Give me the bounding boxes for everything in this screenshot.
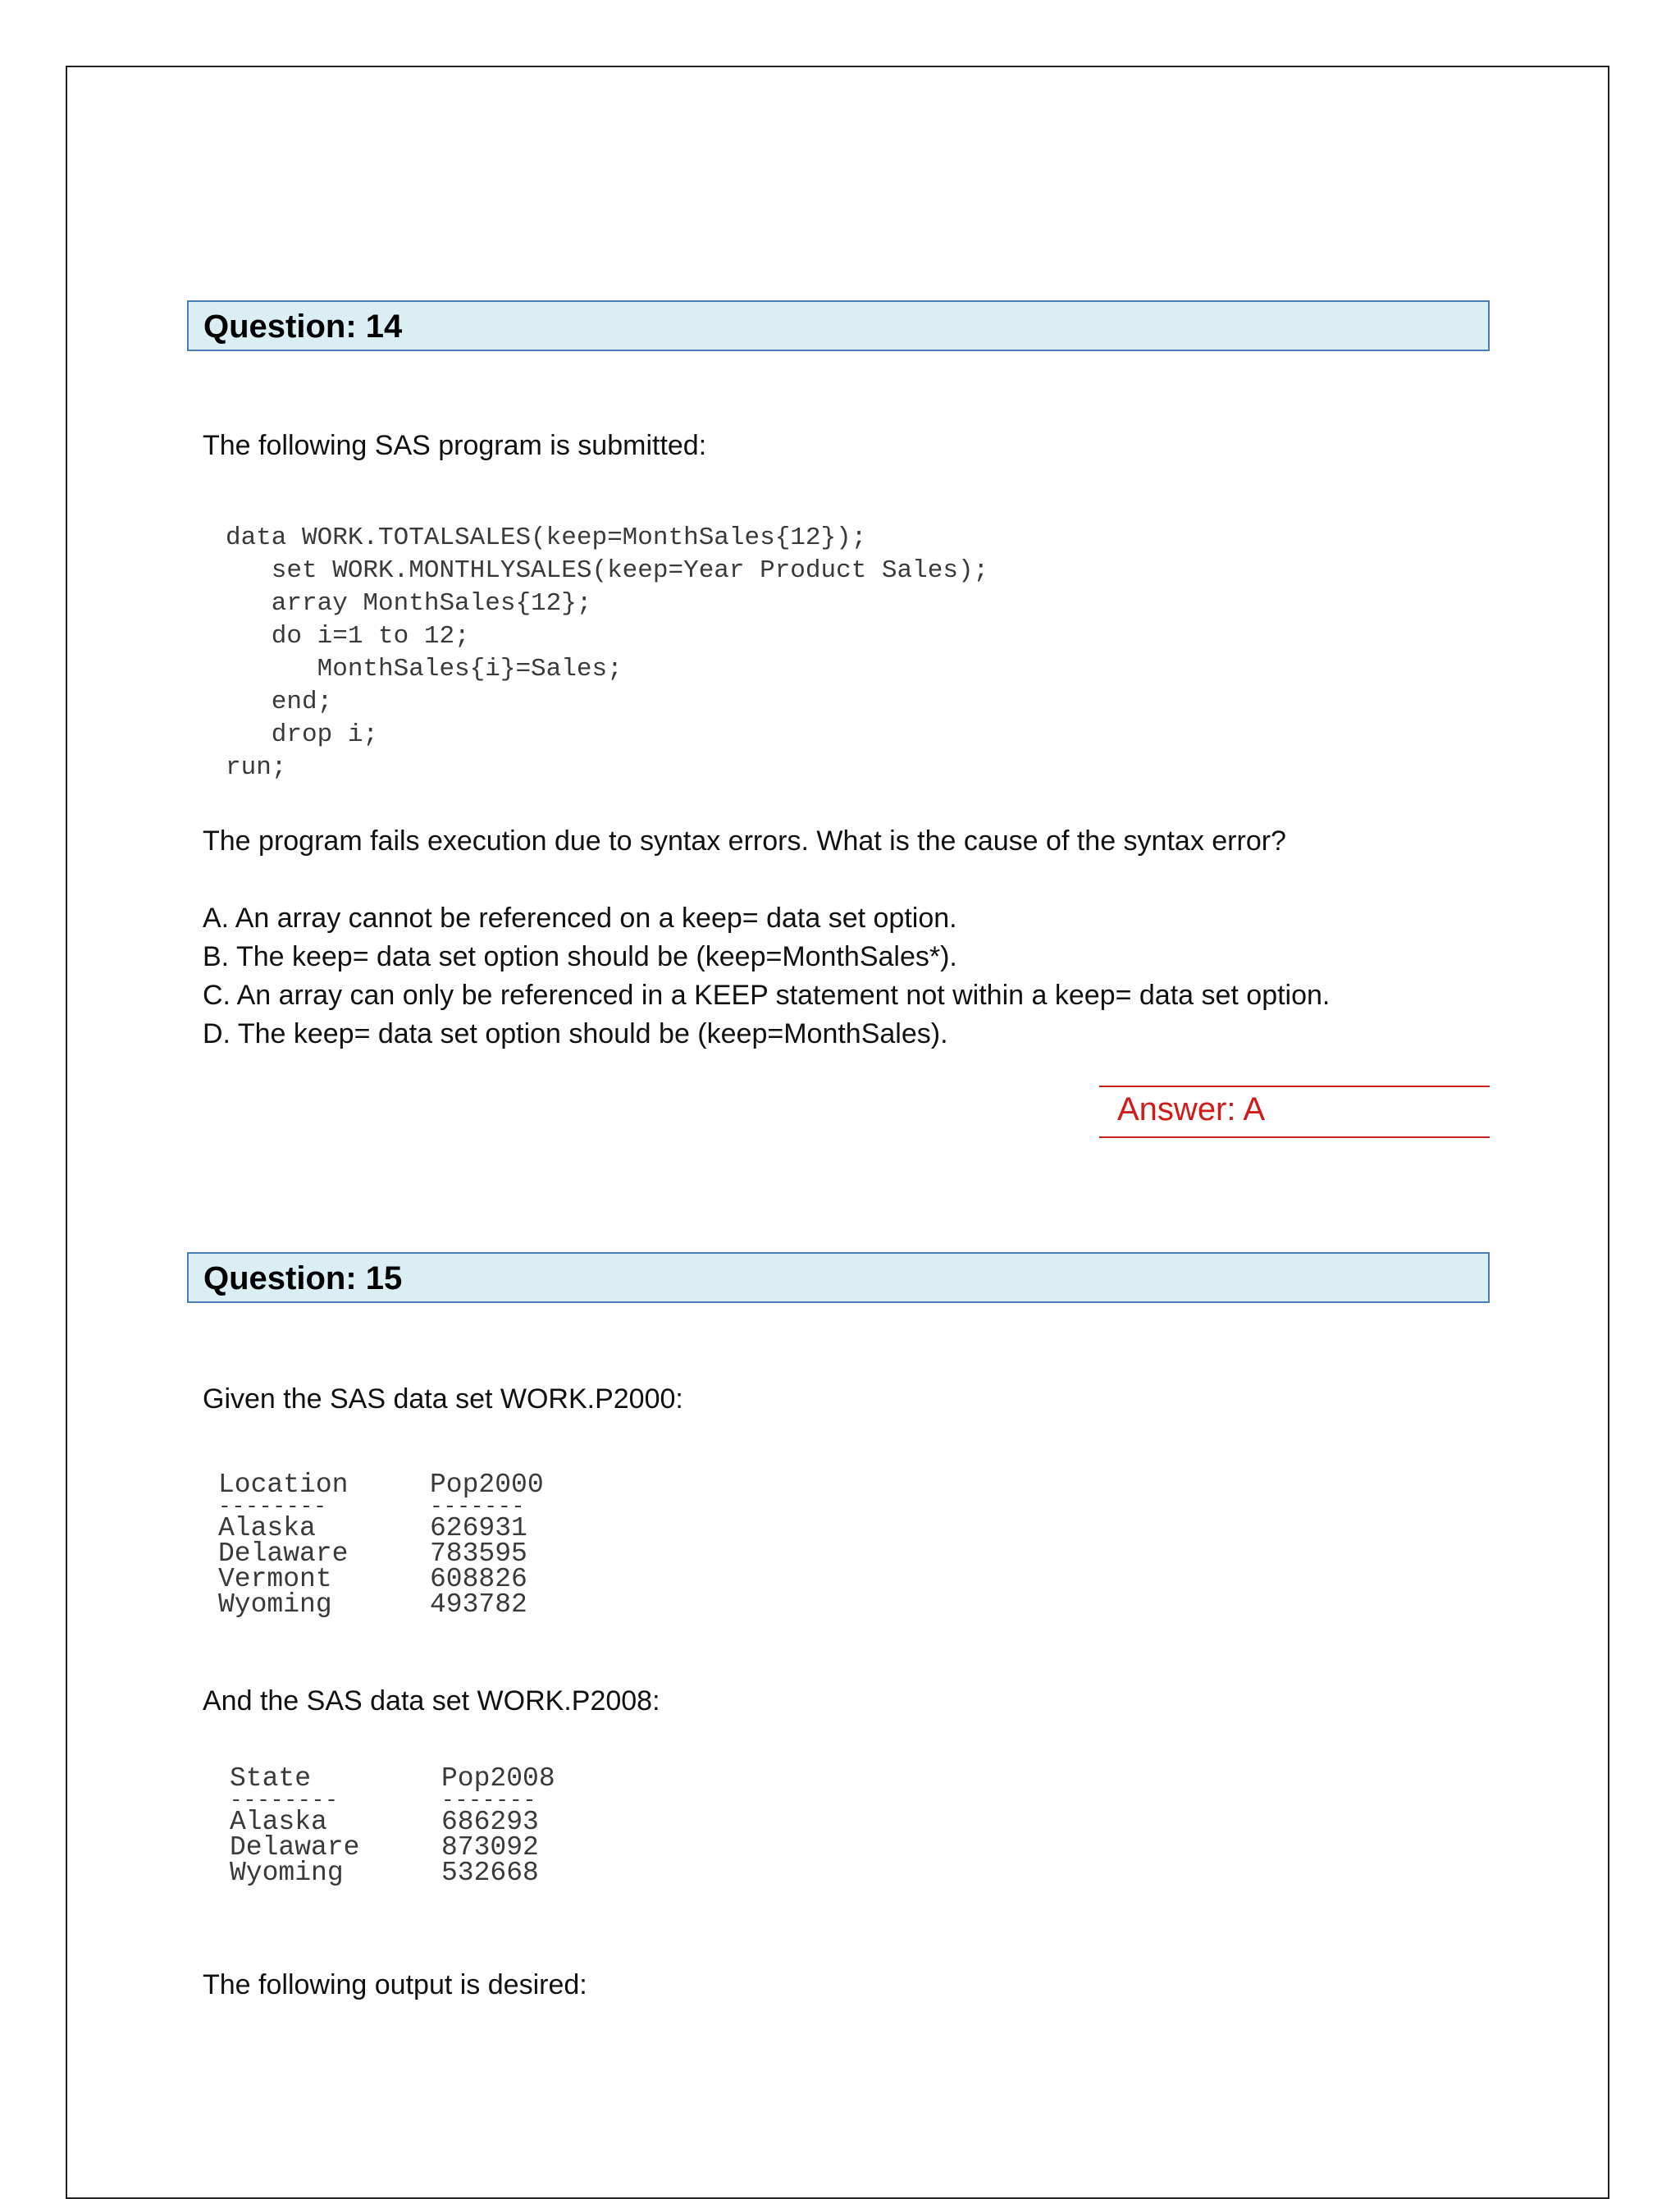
p2008-table — [230, 1763, 555, 1888]
table-row — [230, 1860, 555, 1886]
code-line: do i=1 to 12; — [226, 622, 470, 651]
column-header: Pop2000 — [430, 1470, 544, 1500]
table-cell: Alaska — [230, 1807, 327, 1837]
table-row — [230, 1809, 555, 1835]
table-cell: Delaware — [230, 1832, 360, 1863]
code-line: array MonthSales{12}; — [226, 589, 592, 618]
question-15-outro: The following output is desired: — [203, 1969, 587, 2000]
option-c: C. An array can only be referenced in a KEEP statement not within a keep= data set option. — [203, 980, 1331, 1011]
code-line: run; — [226, 753, 287, 782]
question-14-title: Question: 14 — [203, 309, 403, 345]
table-cell: 873092 — [441, 1832, 539, 1863]
p2000-table — [218, 1470, 544, 1620]
option-a: A. An array cannot be referenced on a keep= data set option. — [203, 903, 957, 934]
option-b: B. The keep= data set option should be (keep=MonthSales*). — [203, 941, 957, 972]
sas-code-block — [226, 522, 988, 784]
question-15-title: Question: 15 — [203, 1260, 403, 1296]
separator: -------- — [230, 1788, 339, 1813]
table-row — [218, 1592, 544, 1617]
code-line: MonthSales{i}=Sales; — [226, 655, 623, 683]
table-row — [230, 1835, 555, 1860]
option-d: D. The keep= data set option should be (keep=MonthSales). — [203, 1018, 948, 1049]
code-line: end; — [226, 688, 333, 716]
table-cell: 493782 — [430, 1589, 527, 1620]
table-cell: Wyoming — [230, 1858, 344, 1888]
question-15-header — [187, 1252, 1490, 1303]
code-line: data WORK.TOTALSALES(keep=MonthSales{12}); — [226, 523, 867, 552]
table-cell: Vermont — [218, 1564, 332, 1594]
question-14-header — [187, 300, 1490, 351]
column-header: Location — [218, 1470, 349, 1500]
table-cell: 626931 — [430, 1513, 527, 1543]
separator: ------- — [430, 1494, 526, 1519]
question-14-prompt: The program fails execution due to syntax errors. What is the cause of the syntax error? — [203, 825, 1286, 857]
separator: -------- — [218, 1494, 327, 1519]
table-cell: 783595 — [430, 1538, 527, 1569]
table-cell: 686293 — [441, 1807, 539, 1837]
table-cell: Alaska — [218, 1513, 316, 1543]
answer-bottom-rule — [1099, 1136, 1490, 1138]
column-header: State — [230, 1763, 312, 1794]
question-15-intro: Given the SAS data set WORK.P2000: — [203, 1383, 683, 1415]
table-row — [218, 1516, 544, 1541]
code-line: set WORK.MONTHLYSALES(keep=Year Product Sales); — [226, 556, 989, 585]
table-row — [218, 1541, 544, 1566]
answer-label: Answer: A — [1117, 1091, 1266, 1127]
question-14-options — [203, 899, 1330, 1054]
question-14-intro: The following SAS program is submitted: — [203, 430, 707, 461]
table-cell: Wyoming — [218, 1589, 332, 1620]
answer-top-rule — [1099, 1086, 1490, 1087]
table-cell: 608826 — [430, 1564, 527, 1594]
code-line: drop i; — [226, 720, 379, 749]
question-15-intro-2: And the SAS data set WORK.P2008: — [203, 1685, 660, 1717]
column-header: Pop2008 — [441, 1763, 555, 1794]
table-cell: 532668 — [441, 1858, 539, 1888]
separator: ------- — [441, 1788, 537, 1813]
table-row — [218, 1566, 544, 1592]
table-cell: Delaware — [218, 1538, 349, 1569]
